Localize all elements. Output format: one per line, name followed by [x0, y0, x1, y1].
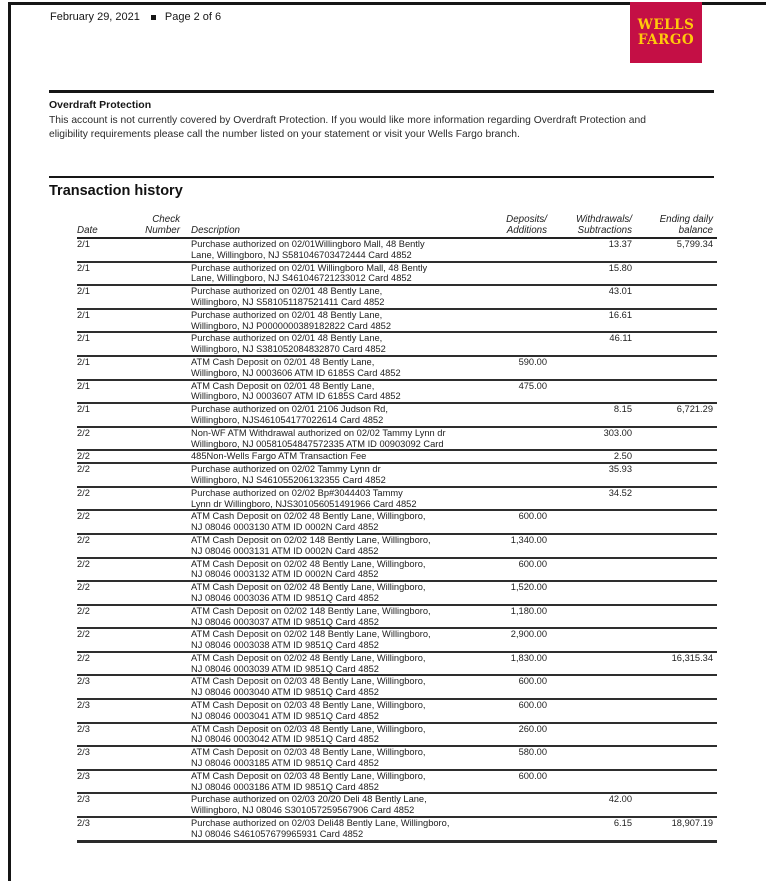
table-row [77, 771, 717, 795]
table-row [77, 333, 717, 357]
description-line: ATM Cash Deposit on 02/03 48 Bently Lane, Willingboro, [191, 723, 426, 734]
table-row [77, 511, 717, 535]
cell-description [180, 263, 477, 285]
cell-date: 2/3 [77, 770, 90, 781]
cell-date: 2/2 [77, 427, 90, 438]
column-header-check-line1: Check [152, 214, 180, 225]
cell-withdrawal: 46.11 [609, 333, 632, 344]
cell-date: 2/1 [77, 262, 90, 273]
description-line: NJ 08046 0003185 ATM ID 9851Q Card 4852 [191, 758, 379, 769]
column-header-date: Date [77, 225, 98, 236]
cell-description [180, 818, 477, 840]
cell-description [180, 582, 477, 604]
description-line: NJ 08046 0003041 ATM ID 9851Q Card 4852 [191, 710, 379, 721]
table-row [77, 818, 717, 843]
description-line: Willingboro, NJ 08046 S301057259567906 Card 4852 [191, 805, 415, 816]
column-header-description: Description [191, 225, 241, 236]
cell-description [180, 747, 477, 769]
cell-date: 2/3 [77, 794, 90, 805]
cell-date: 2/1 [77, 404, 90, 415]
cell-deposit: 600.00 [518, 676, 547, 687]
cell-ending-balance: 5,799.34 [676, 239, 713, 249]
description-line: ATM Cash Deposit on 02/01 48 Bently Lane, [191, 380, 375, 391]
table-row [77, 794, 717, 818]
table-header-row [77, 214, 717, 239]
cell-description [180, 464, 477, 486]
cell-date: 2/3 [77, 818, 90, 829]
cell-date: 2/2 [77, 451, 90, 462]
description-line: Purchase authorized on 02/01 Willingboro Mall, 48 Bently [191, 262, 428, 273]
cell-deposit: 2,900.00 [510, 629, 547, 640]
description-line: NJ 08046 0003132 ATM ID 0002N Card 4852 [191, 569, 379, 580]
cell-deposit: 600.00 [518, 700, 547, 711]
cell-description [180, 559, 477, 581]
cell-withdrawal: 303.00 [603, 427, 632, 438]
cell-ending-balance: 16,315.34 [671, 652, 713, 663]
description-line: Purchase authorized on 02/03 Deli48 Bently Lane, Willingboro, [191, 818, 450, 829]
description-line: ATM Cash Deposit on 02/01 48 Bently Lane, [191, 356, 375, 367]
overdraft-protection-body: This account is not currently covered by Overdraft Protection. If you would like more information regarding Overdraft Protection and eligibility requirements please call the number listed on your statement or visit your Wells Fargo branch. [49, 115, 646, 140]
table-row [77, 535, 717, 559]
description-line: Purchase authorized on 02/01 48 Bently Lane, [191, 309, 383, 320]
description-line: Lane, Willingboro, NJ S581046703472444 Card 4852 [191, 249, 412, 260]
cell-description [180, 333, 477, 355]
description-line: Willingboro, NJ 0003607 ATM ID 6185S Card 4852 [191, 391, 401, 402]
cell-description [180, 724, 477, 746]
description-line: ATM Cash Deposit on 02/03 48 Bently Lane, Willingboro, [191, 747, 426, 758]
cell-withdrawal: 6.15 [613, 818, 632, 829]
cell-date: 2/2 [77, 534, 90, 545]
table-row [77, 676, 717, 700]
description-line: ATM Cash Deposit on 02/02 48 Bently Lane, Willingboro, [191, 558, 426, 569]
description-line: NJ 08046 0003036 ATM ID 9851Q Card 4852 [191, 592, 379, 603]
description-line: Willingboro, NJ P0000000389182822 Card 4852 [191, 320, 392, 331]
statement-header [50, 11, 221, 23]
section-divider-top [49, 90, 714, 93]
cell-withdrawal: 2.50 [613, 451, 632, 462]
description-line: NJ 08046 0003038 ATM ID 9851Q Card 4852 [191, 640, 379, 651]
table-row [77, 451, 717, 464]
description-line: NJ 08046 0003130 ATM ID 0002N Card 4852 [191, 522, 379, 533]
description-line: Purchase authorized on 02/02 Bp#3044403 Tammy [191, 487, 403, 498]
column-header-withdrawals [547, 214, 632, 236]
description-line: Willingboro, NJ 0003606 ATM ID 6185S Card 4852 [191, 367, 401, 378]
description-line: ATM Cash Deposit on 02/02 48 Bently Lane, Willingboro, [191, 582, 426, 593]
cell-date: 2/2 [77, 582, 90, 593]
cell-withdrawal: 15.80 [608, 262, 632, 273]
cell-date: 2/1 [77, 239, 90, 249]
cell-deposit: 1,340.00 [510, 534, 547, 545]
cell-deposit: 590.00 [518, 356, 547, 367]
table-row [77, 653, 717, 677]
cell-description [180, 771, 477, 793]
description-line: NJ 08046 0003040 ATM ID 9851Q Card 4852 [191, 687, 379, 698]
cell-withdrawal: 43.01 [608, 286, 632, 297]
description-line: Purchase authorized on 02/01 2106 Judson Rd, [191, 404, 388, 415]
cell-description [180, 653, 477, 675]
description-line: Purchase authorized on 02/03 20/20 Deli 48 Bently Lane, [191, 794, 427, 805]
cell-description [180, 794, 477, 816]
cell-withdrawal: 35.93 [608, 464, 632, 475]
table-row [77, 239, 717, 263]
description-line: NJ 08046 S461057679965931 Card 4852 [191, 828, 364, 839]
column-header-balance-line2: balance [678, 225, 713, 236]
table-row [77, 428, 717, 452]
description-line: 485Non-Wells Fargo ATM Transaction Fee [191, 451, 367, 462]
table-row [77, 357, 717, 381]
cell-description [180, 535, 477, 557]
cell-deposit: 600.00 [518, 558, 547, 569]
table-row [77, 488, 717, 512]
transaction-rows [77, 239, 717, 843]
cell-deposit: 1,830.00 [510, 652, 547, 663]
scan-border-left [8, 2, 11, 881]
cell-deposit: 580.00 [518, 747, 547, 758]
cell-description [180, 286, 477, 308]
column-header-ending-balance [632, 214, 717, 236]
description-line: NJ 08046 0003039 ATM ID 9851Q Card 4852 [191, 663, 379, 674]
cell-date: 2/3 [77, 723, 90, 734]
logo-text-line1: WELLS [637, 16, 695, 33]
table-row [77, 606, 717, 630]
table-row [77, 700, 717, 724]
cell-description [180, 404, 477, 426]
description-line: NJ 08046 0003131 ATM ID 0002N Card 4852 [191, 545, 379, 556]
cell-ending-balance: 6,721.29 [676, 404, 713, 415]
cell-date: 2/2 [77, 558, 90, 569]
cell-description [180, 239, 477, 261]
description-line: Purchase authorized on 02/01Willingboro Mall, 48 Bently [191, 239, 425, 249]
section-divider-transactions [49, 176, 714, 178]
column-header-withdrawals-line2: Subtractions [577, 225, 632, 236]
table-row [77, 747, 717, 771]
cell-date: 2/2 [77, 629, 90, 640]
cell-description [180, 700, 477, 722]
cell-description [180, 511, 477, 533]
description-line: Willingboro, NJ 00581054847572335 ATM ID 00903092 Card [191, 438, 444, 449]
description-line: Lane, Willingboro, NJ S461046721233012 Card 4852 [191, 273, 412, 284]
logo-text-line2: FARGO [637, 31, 695, 48]
column-header-balance-line1: Ending daily [659, 214, 713, 225]
description-line: ATM Cash Deposit on 02/02 148 Bently Lane, Willingboro, [191, 534, 431, 545]
cell-withdrawal: 16.61 [608, 309, 632, 320]
cell-description [180, 310, 477, 332]
cell-date: 2/1 [77, 333, 90, 344]
column-header-check-number [117, 214, 180, 236]
cell-date: 2/1 [77, 380, 90, 391]
cell-deposit: 600.00 [518, 511, 547, 522]
description-line: NJ 08046 0003037 ATM ID 9851Q Card 4852 [191, 616, 379, 627]
description-line: ATM Cash Deposit on 02/02 148 Bently Lane, Willingboro, [191, 605, 431, 616]
description-line: ATM Cash Deposit on 02/03 48 Bently Lane, Willingboro, [191, 770, 426, 781]
column-header-deposits-line2: Additions [506, 225, 547, 236]
cell-deposit: 1,180.00 [510, 605, 547, 616]
description-line: Purchase authorized on 02/01 48 Bently Lane, [191, 286, 383, 297]
description-line: ATM Cash Deposit on 02/02 48 Bently Lane, Willingboro, [191, 511, 426, 522]
description-line: Willingboro, NJS461054177022614 Card 4852 [191, 414, 384, 425]
description-line: NJ 08046 0003042 ATM ID 9851Q Card 4852 [191, 734, 379, 745]
description-line: ATM Cash Deposit on 02/03 48 Bently Lane, Willingboro, [191, 676, 426, 687]
cell-deposit: 1,520.00 [510, 582, 547, 593]
table-row [77, 310, 717, 334]
cell-date: 2/2 [77, 652, 90, 663]
cell-date: 2/1 [77, 309, 90, 320]
cell-date: 2/2 [77, 487, 90, 498]
transaction-history-title: Transaction history [49, 183, 183, 199]
description-line: Purchase authorized on 02/01 48 Bently Lane, [191, 333, 383, 344]
table-row [77, 582, 717, 606]
table-row [77, 404, 717, 428]
column-header-deposits [477, 214, 547, 236]
cell-date: 2/2 [77, 605, 90, 616]
column-header-withdrawals-line1: Withdrawals/ [576, 214, 632, 225]
cell-date: 2/2 [77, 464, 90, 475]
table-row [77, 464, 717, 488]
cell-deposit: 260.00 [518, 723, 547, 734]
cell-withdrawal: 8.15 [613, 404, 632, 415]
wells-fargo-logo [630, 2, 702, 63]
cell-date: 2/2 [77, 511, 90, 522]
cell-date: 2/3 [77, 747, 90, 758]
table-row [77, 559, 717, 583]
cell-ending-balance: 18,907.19 [671, 818, 713, 829]
description-line: Willingboro, NJ S461055206132355 Card 4852 [191, 474, 386, 485]
cell-withdrawal: 42.00 [608, 794, 632, 805]
description-line: Purchase authorized on 02/02 Tammy Lynn dr [191, 464, 381, 475]
statement-date: February 29, 2021 [50, 11, 140, 23]
table-row [77, 629, 717, 653]
description-line: ATM Cash Deposit on 02/02 148 Bently Lane, Willingboro, [191, 629, 431, 640]
column-header-check-line2: Number [145, 225, 180, 236]
description-line: ATM Cash Deposit on 02/03 48 Bently Lane, Willingboro, [191, 700, 426, 711]
cell-description [180, 428, 477, 450]
cell-date: 2/1 [77, 356, 90, 367]
cell-date: 2/3 [77, 676, 90, 687]
overdraft-protection-title: Overdraft Protection [49, 99, 152, 111]
cell-date: 2/3 [77, 700, 90, 711]
cell-deposit: 600.00 [518, 770, 547, 781]
cell-description [180, 357, 477, 379]
page-indicator: Page 2 of 6 [164, 11, 222, 23]
cell-deposit: 475.00 [518, 380, 547, 391]
description-line: Lynn dr Willingboro, NJS301056051491966 Card 4852 [191, 498, 417, 509]
description-line: Willingboro, NJ S581051187521411 Card 4852 [191, 296, 385, 307]
description-line: Willingboro, NJ S381052084832870 Card 4852 [191, 344, 386, 355]
column-header-deposits-line1: Deposits/ [506, 214, 547, 225]
square-bullet-icon [151, 15, 156, 20]
table-row [77, 286, 717, 310]
transaction-table [77, 214, 717, 843]
cell-description [180, 488, 477, 510]
cell-withdrawal: 34.52 [608, 487, 632, 498]
description-line: NJ 08046 0003186 ATM ID 9851Q Card 4852 [191, 781, 379, 792]
cell-description [180, 629, 477, 651]
table-row [77, 263, 717, 287]
cell-date: 2/1 [77, 286, 90, 297]
table-row [77, 724, 717, 748]
cell-withdrawal: 13.37 [608, 239, 632, 249]
cell-description [180, 451, 477, 462]
description-line: ATM Cash Deposit on 02/02 48 Bently Lane, Willingboro, [191, 652, 426, 663]
cell-description [180, 381, 477, 403]
table-row [77, 381, 717, 405]
cell-description [180, 676, 477, 698]
description-line: Non-WF ATM Withdrawal authorized on 02/02 Tammy Lynn dr [191, 427, 446, 438]
cell-description [180, 606, 477, 628]
